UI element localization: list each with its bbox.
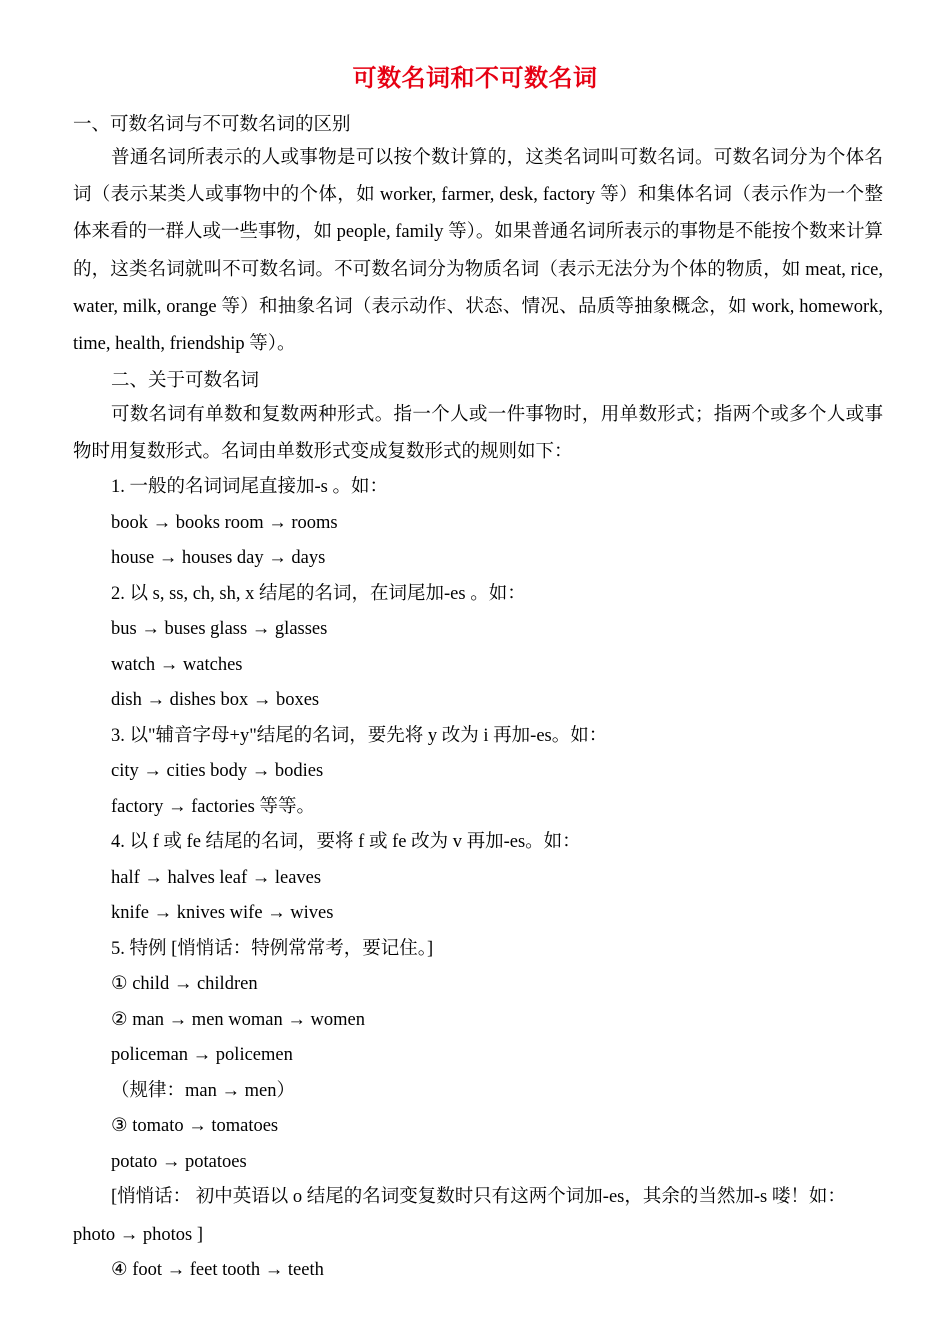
- example-line: dish → dishes box → boxes: [111, 690, 320, 710]
- example-line: half → halves leaf → leaves: [111, 868, 322, 888]
- example-line: knife → knives wife → wives: [111, 903, 334, 923]
- rule-line: 1. 一般的名词词尾直接加-s 。如：: [111, 477, 388, 497]
- page-title: 可数名词和不可数名词: [352, 64, 598, 92]
- note-line-continued: photo → photos ]: [73, 1225, 204, 1245]
- example-line: bus → buses glass → glasses: [111, 619, 328, 639]
- note-line: [悄悄话： 初中英语以 o 结尾的名词变复数时只有这两个词加-es，其余的当然加-s 喽！如：: [111, 1187, 846, 1207]
- rule-line: 5. 特例 [悄悄话：特例常常考，要记住。]: [111, 939, 434, 959]
- example-line: ② man → men woman → women: [111, 1010, 365, 1030]
- example-line: （规律：man → men）: [111, 1081, 295, 1101]
- section-heading-1: 一、可数名词与不可数名词的区别: [73, 115, 351, 135]
- example-line: policeman → policemen: [111, 1045, 293, 1065]
- section-1-paragraph: 普通名词所表示的人或事物是可以按个数计算的，这类名词叫可数名词。可数名词分为个体名词（表示某类人或事物中的个体，如 worker, farmer, desk, factory 等）和集体名词（表示作为一个整体来看的一群人或一些事物，如 people, family 等）。如果普通名词所表示的事物是不能按个数来计算的，这类名词就叫不可数名词。不可数名词分为物质名词（表示无法分为个体的物质，如 meat, rice, water, milk, orange 等）和抽象名词（表示动作、状态、情况、品质等抽象概念，如 work, homework, time, health, friendship 等）。: [73, 148, 883, 355]
- section-2-paragraph: 可数名词有单数和复数两种形式。指一个人或一件事物时，用单数形式；指两个或多个人或事物时用复数形式。名词由单数形式变成复数形式的规则如下：: [73, 405, 883, 463]
- example-line: ① child → children: [111, 974, 258, 994]
- rule-line: 3. 以"辅音字母+y"结尾的名词，要先将 y 改为 i 再加-es。如：: [111, 726, 608, 746]
- example-line: book → books room → rooms: [111, 513, 338, 533]
- section-heading-2: 二、关于可数名词: [111, 371, 260, 391]
- example-line: house → houses day → days: [111, 548, 326, 568]
- example-line: city → cities body → bodies: [111, 761, 324, 781]
- example-line: ③ tomato → tomatoes: [111, 1116, 279, 1136]
- example-line: watch → watches: [111, 655, 243, 675]
- rule-line: 4. 以 f 或 fe 结尾的名词，要将 f 或 fe 改为 v 再加-es。如：: [111, 832, 581, 852]
- example-line: factory → factories 等等。: [111, 797, 315, 817]
- example-line: potato → potatoes: [111, 1152, 247, 1172]
- rule-line: 2. 以 s, ss, ch, sh, x 结尾的名词，在词尾加-es 。如：: [111, 584, 526, 604]
- example-line: ④ foot → feet tooth → teeth: [111, 1260, 324, 1280]
